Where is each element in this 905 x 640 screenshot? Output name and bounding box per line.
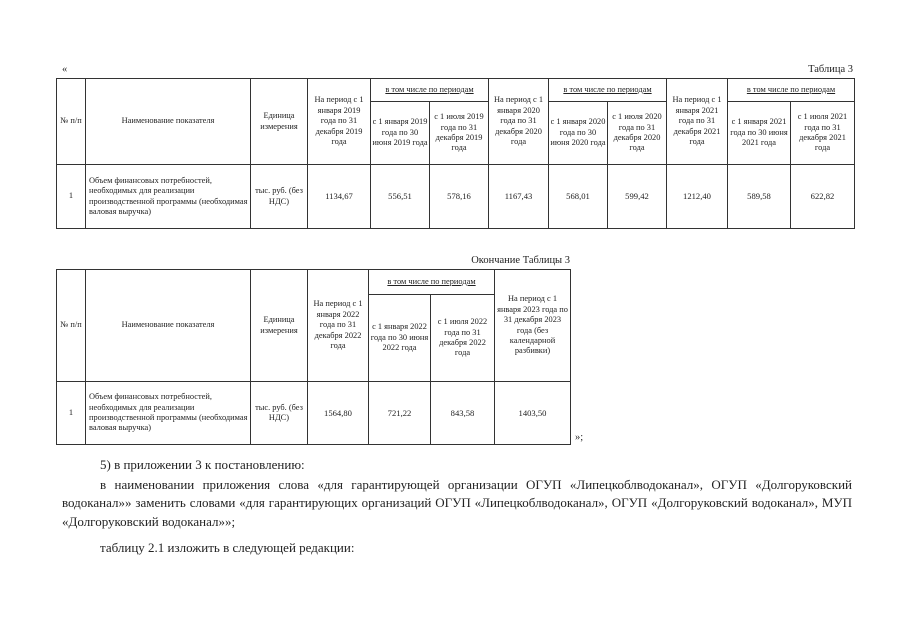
table1 — [56, 78, 855, 229]
paragraph-table-2-1: таблицу 2.1 изложить в следующей редакции: — [100, 540, 355, 555]
header-subperiods-2020 — [549, 79, 667, 102]
header-period-2020: На период с 1 января 2020 года по 31 декабря 2020 года — [489, 79, 549, 165]
paragraph-replace-words: в наименовании приложения слова «для гарантирующей организации ОГУП «Липецкоблводоканал», ОГУП «Долгоруковский водоканал»» заменить словами «для гарантирующих организаций ОГУП «Липецкоблводоканал», ОГУП «Долгоруковский водоканал», МУП «Долгоруковский водоканал»»; — [62, 477, 852, 529]
header-period-2021: На период с 1 января 2021 года по 31 декабря 2021 года — [667, 79, 728, 165]
header-2021-h2: с 1 июля 2021 года по 31 декабря 2021 года — [791, 102, 855, 165]
subperiods-label: в том числе по периодам — [385, 84, 474, 94]
value-2021-total: 1212,40 — [667, 165, 728, 229]
subperiods-label: в том числе по периодам — [387, 276, 476, 286]
table2-caption: Окончание Таблицы 3 — [471, 255, 570, 266]
value-2023-total: 1403,50 — [495, 382, 571, 445]
header-period-2023: На период с 1 января 2023 года по 31 декабря 2023 года (без календарной разбивки) — [495, 270, 571, 382]
item-5: 5) в приложении 3 к постановлению: — [100, 457, 305, 472]
header-indicator: Наименование показателя — [86, 270, 251, 382]
value-2020-h1: 568,01 — [549, 165, 608, 229]
row-num: 1 — [57, 165, 86, 229]
header-unit: Единица измерения — [251, 270, 308, 382]
value-2019-h1: 556,51 — [371, 165, 430, 229]
header-indicator: Наименование показателя — [86, 79, 251, 165]
header-period-2019: На период с 1 января 2019 года по 31 декабря 2019 года — [308, 79, 371, 165]
value-2022-total: 1564,80 — [308, 382, 369, 445]
header-period-2022: На период с 1 января 2022 года по 31 декабря 2022 года — [308, 270, 369, 382]
table-row — [57, 165, 855, 229]
header-num: № п/п — [57, 270, 86, 382]
subperiods-label: в том числе по периодам — [563, 84, 652, 94]
header-2022-h1: с 1 января 2022 года по 30 июня 2022 года — [369, 295, 431, 382]
table2 — [56, 269, 571, 445]
header-2020-h1: с 1 января 2020 года по 30 июня 2020 года — [549, 102, 608, 165]
header-2019-h1: с 1 января 2019 года по 30 июня 2019 года — [371, 102, 430, 165]
row-num: 1 — [57, 382, 86, 445]
row-unit: тыс. руб. (без НДС) — [251, 165, 308, 229]
row-unit: тыс. руб. (без НДС) — [251, 382, 308, 445]
row-indicator-name: Объем финансовых потребностей, необходимых для реализации производственной программы (необходимая валовая выручка) — [86, 165, 251, 229]
value-2022-h2: 843,58 — [431, 382, 495, 445]
header-subperiods-2019 — [371, 79, 489, 102]
header-unit: Единица измерения — [251, 79, 308, 165]
header-2020-h2: с 1 июля 2020 года по 31 декабря 2020 года — [608, 102, 667, 165]
opening-quote: « — [62, 64, 68, 75]
header-2022-h2: с 1 июля 2022 года по 31 декабря 2022 года — [431, 295, 495, 382]
value-2020-h2: 599,42 — [608, 165, 667, 229]
header-subperiods-2022 — [369, 270, 495, 295]
closing-quote: »; — [575, 432, 584, 443]
value-2020-total: 1167,43 — [489, 165, 549, 229]
row-indicator-name: Объем финансовых потребностей, необходимых для реализации производственной программы (необходимая валовая выручка) — [86, 382, 251, 445]
table-row — [57, 382, 571, 445]
value-2021-h1: 589,58 — [728, 165, 791, 229]
header-2021-h1: с 1 января 2021 года по 30 июня 2021 года — [728, 102, 791, 165]
subperiods-label: в том числе по периодам — [746, 84, 836, 94]
header-subperiods-2021 — [728, 79, 855, 102]
value-2021-h2: 622,82 — [791, 165, 855, 229]
value-2019-h2: 578,16 — [430, 165, 489, 229]
value-2022-h1: 721,22 — [369, 382, 431, 445]
value-2019-total: 1134,67 — [308, 165, 371, 229]
header-num: № п/п — [57, 79, 86, 165]
table1-caption: Таблица 3 — [808, 64, 853, 75]
header-2019-h2: с 1 июля 2019 года по 31 декабря 2019 года — [430, 102, 489, 165]
